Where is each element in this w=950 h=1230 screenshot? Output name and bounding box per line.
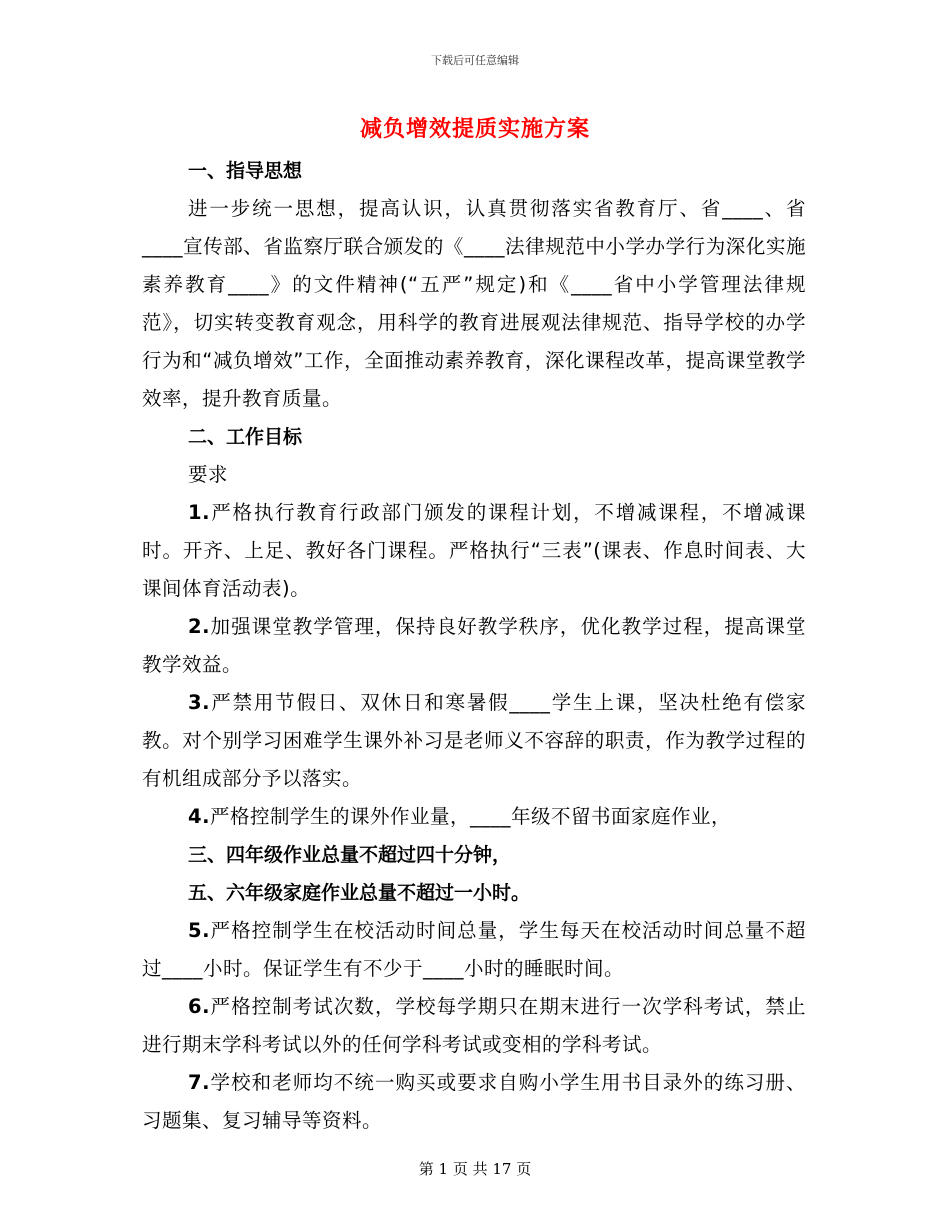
document-body	[142, 152, 806, 1140]
page-header-note: 下载后可任意编辑	[431, 54, 519, 67]
list-item-2	[142, 608, 806, 684]
document-title: 减负增效提质实施方案	[359, 117, 590, 142]
list-item-4	[142, 798, 806, 836]
section-heading-grade-three-four: 三、四年级作业总量不超过四十分钟，	[188, 844, 512, 866]
list-item-text: 加强课堂教学管理，保持良好教学秩序，优化教学过程，提高课堂教学效益。	[142, 615, 806, 676]
list-item-text: 学校和老师均不统一购买或要求自购小学生用书目录外的练习册、习题集、复习辅导等资料。	[142, 1071, 806, 1132]
section-heading-grade-five-six: 五、六年级家庭作业总量不超过一小时。	[188, 882, 531, 904]
list-item-6	[142, 988, 806, 1064]
list-item-1	[142, 494, 806, 608]
list-item-7	[142, 1064, 806, 1140]
list-item-number: 7.	[188, 1071, 210, 1094]
list-item-number: 4.	[188, 805, 210, 828]
list-item-number: 5.	[188, 919, 210, 942]
list-item-number: 3.	[188, 691, 210, 714]
list-item-number: 1.	[188, 501, 210, 524]
paragraph-guiding-thought: 进一步统一思想，提高认识，认真贯彻落实省教育厅、省____、省____宣传部、省监察厅联合颁发的《____法律规范中小学办学行为深化实施素养教育____》的文件精神(“五严”规定)和《____省中小学管理法律规范》，切实转变教育观念，用科学的教育进展观法律规范、指导学校的办学行为和“减负增效”工作，全面推动素养教育，深化课程改革，提高课堂教学效率，提升教育质量。	[142, 197, 806, 410]
page-number-footer: 第 1 页 共 17 页	[418, 1160, 532, 1178]
section-heading-work-goals: 二、工作目标	[188, 426, 303, 448]
list-item-text: 严格执行教育行政部门颁发的课程计划，不增减课程，不增减课时。开齐、上足、教好各门课程。严格执行“三表”(课表、作息时间表、大课间体育活动表)。	[142, 501, 806, 600]
list-item-text: 严格控制考试次数，学校每学期只在期末进行一次学科考试，禁止进行期末学科考试以外的任何学科考试或变相的学科考试。	[142, 995, 806, 1056]
list-item-5	[142, 912, 806, 988]
list-item-number: 6.	[188, 995, 210, 1018]
list-item-number: 2.	[188, 615, 210, 638]
list-item-text: 严禁用节假日、双休日和寒暑假____学生上课，坚决杜绝有偿家教。对个别学习困难学生课外补习是老师义不容辞的职责，作为教学过程的有机组成部分予以落实。	[142, 691, 806, 790]
list-item-text: 严格控制学生的课外作业量，____年级不留书面家庭作业，	[209, 805, 731, 828]
section-heading-guiding-thought: 一、指导思想	[188, 160, 303, 182]
paragraph-requirements-label: 要求	[188, 463, 229, 486]
list-item-text: 严格控制学生在校活动时间总量，学生每天在校活动时间总量不超过____小时。保证学生有不少于____小时的睡眠时间。	[142, 919, 806, 980]
list-item-3	[142, 684, 806, 798]
